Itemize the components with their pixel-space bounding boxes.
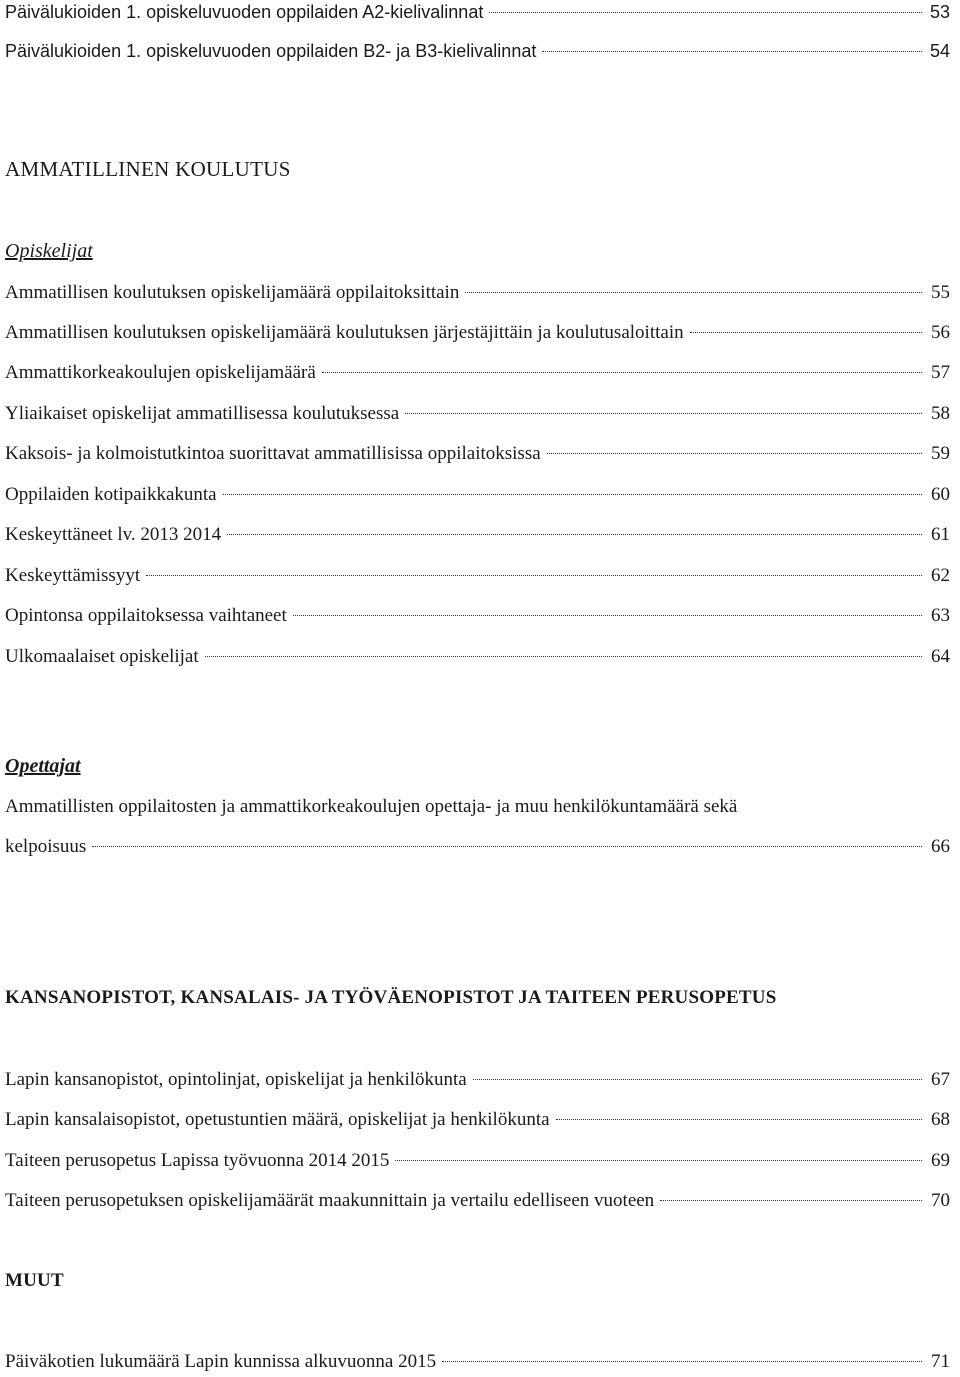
toc-entry[interactable] bbox=[5, 523, 950, 547]
toc-entry-title: Taiteen perusopetuksen opiskelijamäärät maakunnittain ja vertailu edelliseen vuoteen bbox=[5, 1190, 655, 1211]
dot-leader bbox=[405, 413, 922, 414]
toc-entry-page: 62 bbox=[931, 565, 950, 586]
dot-leader bbox=[556, 1119, 922, 1120]
toc-entry-title: Taiteen perusopetus Lapissa työvuonna 2014 2015 bbox=[5, 1150, 390, 1171]
toc-entry-title: kelpoisuus bbox=[5, 836, 87, 857]
toc-entry[interactable] bbox=[5, 321, 950, 345]
toc-entry-page: 63 bbox=[931, 605, 950, 626]
toc-entry-page: 68 bbox=[931, 1109, 950, 1130]
toc-entry[interactable] bbox=[5, 835, 950, 859]
section-heading-muut: MUUT bbox=[5, 1270, 64, 1291]
toc-entry-title: Keskeyttäneet lv. 2013 2014 bbox=[5, 524, 222, 545]
dot-leader bbox=[547, 453, 922, 454]
toc-entry-page: 69 bbox=[931, 1150, 950, 1171]
dot-leader bbox=[146, 575, 922, 576]
toc-entry-title: Päivälukioiden 1. opiskeluvuoden oppilaiden B2- ja B3-kielivalinnat bbox=[5, 41, 537, 61]
toc-entry-title: Lapin kansalaisopistot, opetustuntien määrä, opiskelijat ja henkilökunta bbox=[5, 1109, 550, 1130]
subheading-opiskelijat: Opiskelijat bbox=[5, 240, 93, 262]
dot-leader bbox=[322, 372, 922, 373]
toc-entry-page: 61 bbox=[931, 524, 950, 545]
toc-entry-page: 64 bbox=[931, 646, 950, 667]
toc-entry-title: Yliaikaiset opiskelijat ammatillisessa koulutuksessa bbox=[5, 403, 400, 424]
toc-entry[interactable] bbox=[5, 483, 950, 507]
toc-entry[interactable] bbox=[5, 645, 950, 669]
toc-entry[interactable] bbox=[5, 0, 950, 24]
dot-leader bbox=[660, 1200, 922, 1201]
toc-entry-page: 71 bbox=[931, 1351, 950, 1372]
dot-leader bbox=[293, 615, 922, 616]
toc-entry-page: 66 bbox=[931, 836, 950, 857]
dot-leader bbox=[473, 1079, 922, 1080]
toc-entry-title: Ammatillisen koulutuksen opiskelijamäärä koulutuksen järjestäjittäin ja koulutusaloittain bbox=[5, 322, 684, 343]
toc-entry-title: Opintonsa oppilaitoksessa vaihtaneet bbox=[5, 605, 287, 626]
toc-entry[interactable] bbox=[5, 1149, 950, 1173]
toc-entry[interactable] bbox=[5, 39, 950, 63]
toc-entry-title: Lapin kansanopistot, opintolinjat, opiskelijat ja henkilökunta bbox=[5, 1069, 467, 1090]
subheading-opettajat: Opettajat bbox=[5, 755, 81, 777]
toc-entry-page: 53 bbox=[929, 2, 950, 22]
toc-entry-title: Päivälukioiden 1. opiskeluvuoden oppilaiden A2-kielivalinnat bbox=[5, 2, 484, 22]
dot-leader bbox=[205, 656, 922, 657]
toc-entry[interactable] bbox=[5, 1108, 950, 1132]
toc-entry-title: Päiväkotien lukumäärä Lapin kunnissa alkuvuonna 2015 bbox=[5, 1351, 437, 1372]
toc-entry[interactable] bbox=[5, 1189, 950, 1213]
toc-entry[interactable] bbox=[5, 1068, 950, 1092]
dot-leader bbox=[690, 332, 922, 333]
toc-entry-page: 59 bbox=[931, 443, 950, 464]
dot-leader bbox=[395, 1160, 922, 1161]
dot-leader bbox=[227, 534, 922, 535]
toc-entry-page: 67 bbox=[931, 1069, 950, 1090]
toc-entry[interactable] bbox=[5, 402, 950, 426]
dot-leader bbox=[465, 292, 922, 293]
toc-entry-title: Keskeyttämissyyt bbox=[5, 565, 141, 586]
toc-entry-page: 58 bbox=[931, 403, 950, 424]
toc-entry-title: Ammatillisen koulutuksen opiskelijamäärä oppilaitoksittain bbox=[5, 282, 460, 303]
toc-entry-title: Kaksois- ja kolmoistutkintoa suorittavat ammatillisissa oppilaitoksissa bbox=[5, 443, 541, 464]
section-heading-kansanopistot: KANSANOPISTOT, KANSALAIS- JA TYÖVÄENOPISTOT JA TAITEEN PERUSOPETUS bbox=[5, 987, 777, 1008]
toc-entry[interactable] bbox=[5, 361, 950, 385]
toc-entry-page: 55 bbox=[931, 282, 950, 303]
dot-leader bbox=[489, 12, 922, 13]
toc-entry-title: Ulkomaalaiset opiskelijat bbox=[5, 646, 199, 667]
toc-entry-page: 54 bbox=[929, 41, 950, 61]
dot-leader bbox=[92, 846, 922, 847]
toc-entry[interactable] bbox=[5, 564, 950, 588]
section-heading-ammatillinen: AMMATILLINEN KOULUTUS bbox=[5, 157, 291, 181]
toc-entry-title: Oppilaiden kotipaikkakunta bbox=[5, 484, 217, 505]
toc-entry-page: 57 bbox=[931, 362, 950, 383]
dot-leader bbox=[223, 494, 922, 495]
toc-entry[interactable] bbox=[5, 442, 950, 466]
toc-entry-page: 56 bbox=[931, 322, 950, 343]
toc-entry[interactable] bbox=[5, 1350, 950, 1374]
toc-entry-title-line: Ammatillisten oppilaitosten ja ammattikorkeakoulujen opettaja- ja muu henkilökuntamäärä sekä bbox=[5, 796, 738, 817]
toc-entry[interactable] bbox=[5, 281, 950, 305]
toc-entry[interactable] bbox=[5, 604, 950, 628]
dot-leader bbox=[542, 51, 922, 52]
toc-entry-page: 60 bbox=[931, 484, 950, 505]
toc-entry-page: 70 bbox=[931, 1190, 950, 1211]
toc-entry-title: Ammattikorkeakoulujen opiskelijamäärä bbox=[5, 362, 316, 383]
dot-leader bbox=[442, 1361, 922, 1362]
